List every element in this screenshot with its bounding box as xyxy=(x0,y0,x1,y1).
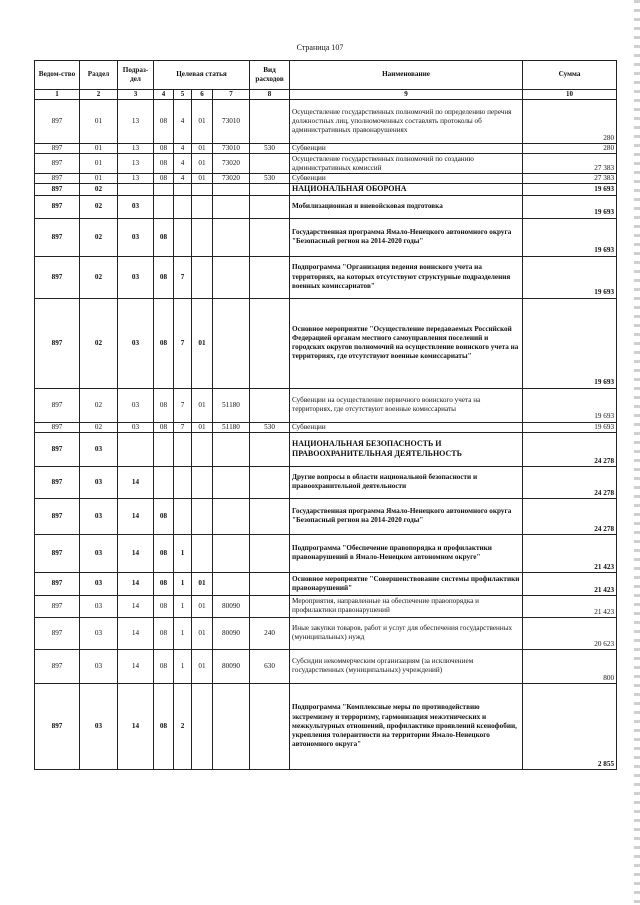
column-number: 6 xyxy=(192,90,213,100)
expense-type-cell xyxy=(250,218,290,256)
target-code-cell: 01 xyxy=(192,144,213,154)
expense-type-cell xyxy=(250,256,290,298)
amount-cell: 27 383 xyxy=(523,174,617,184)
podrazdel-cell: 14 xyxy=(118,649,154,683)
podrazdel-cell: 03 xyxy=(118,218,154,256)
vedomstvo-cell: 897 xyxy=(35,218,80,256)
podrazdel-cell xyxy=(118,184,154,195)
column-number: 5 xyxy=(174,90,192,100)
scan-edge xyxy=(634,0,640,905)
amount-cell: 24 278 xyxy=(523,466,617,498)
expense-type-cell xyxy=(250,195,290,218)
vedomstvo-cell: 897 xyxy=(35,617,80,649)
target-code-cell: 73010 xyxy=(213,144,250,154)
column-number: 2 xyxy=(80,90,118,100)
podrazdel-cell: 13 xyxy=(118,174,154,184)
table-row xyxy=(35,595,617,617)
razdel-cell: 01 xyxy=(80,100,118,144)
expense-type-cell xyxy=(250,466,290,498)
target-code-cell xyxy=(192,683,213,769)
expense-type-cell xyxy=(250,683,290,769)
table-row xyxy=(35,432,617,466)
table-row xyxy=(35,649,617,683)
target-code-cell: 7 xyxy=(174,256,192,298)
page-number: Страница 107 xyxy=(296,43,344,52)
target-code-cell xyxy=(213,572,250,595)
target-code-cell xyxy=(192,534,213,572)
razdel-cell: 02 xyxy=(80,298,118,388)
razdel-cell: 03 xyxy=(80,466,118,498)
podrazdel-cell: 14 xyxy=(118,498,154,534)
header-summa: Сумма xyxy=(523,61,617,90)
target-code-cell: 08 xyxy=(154,498,174,534)
table-row xyxy=(35,144,617,154)
amount-cell: 280 xyxy=(523,100,617,144)
expense-type-cell: 630 xyxy=(250,649,290,683)
target-code-cell xyxy=(174,195,192,218)
header-razdel: Раздел xyxy=(80,61,118,90)
table-row xyxy=(35,683,617,769)
column-number: 9 xyxy=(290,90,523,100)
target-code-cell: 1 xyxy=(174,534,192,572)
vedomstvo-cell: 897 xyxy=(35,195,80,218)
target-code-cell: 01 xyxy=(192,617,213,649)
table-row xyxy=(35,466,617,498)
vedomstvo-cell: 897 xyxy=(35,422,80,432)
razdel-cell: 03 xyxy=(80,432,118,466)
amount-cell: 2 855 xyxy=(523,683,617,769)
razdel-cell: 03 xyxy=(80,572,118,595)
budget-table xyxy=(34,60,617,770)
target-code-cell: 01 xyxy=(192,100,213,144)
target-code-cell: 51180 xyxy=(213,422,250,432)
target-code-cell xyxy=(213,683,250,769)
target-code-cell: 2 xyxy=(174,683,192,769)
target-code-cell: 08 xyxy=(154,572,174,595)
target-code-cell: 4 xyxy=(174,144,192,154)
razdel-cell: 01 xyxy=(80,174,118,184)
header-vid-rashodov: Вид расходов xyxy=(250,61,290,90)
podrazdel-cell: 14 xyxy=(118,466,154,498)
vedomstvo-cell: 897 xyxy=(35,184,80,195)
vedomstvo-cell: 897 xyxy=(35,256,80,298)
target-code-cell xyxy=(213,498,250,534)
target-code-cell xyxy=(192,432,213,466)
target-code-cell: 80090 xyxy=(213,595,250,617)
target-code-cell xyxy=(213,195,250,218)
vedomstvo-cell: 897 xyxy=(35,432,80,466)
table-row xyxy=(35,195,617,218)
vedomstvo-cell: 897 xyxy=(35,649,80,683)
target-code-cell: 1 xyxy=(174,572,192,595)
target-code-cell xyxy=(192,218,213,256)
target-code-cell xyxy=(174,218,192,256)
expense-type-cell xyxy=(250,388,290,422)
table-row xyxy=(35,154,617,174)
table-row xyxy=(35,572,617,595)
vedomstvo-cell: 897 xyxy=(35,572,80,595)
target-code-cell: 08 xyxy=(154,388,174,422)
vedomstvo-cell: 897 xyxy=(35,100,80,144)
target-code-cell: 01 xyxy=(192,298,213,388)
vedomstvo-cell: 897 xyxy=(35,534,80,572)
target-code-cell: 01 xyxy=(192,174,213,184)
amount-cell: 21 423 xyxy=(523,595,617,617)
amount-cell: 19 693 xyxy=(523,184,617,195)
vedomstvo-cell: 897 xyxy=(35,466,80,498)
expense-type-cell xyxy=(250,498,290,534)
name-cell: Субсидии некоммерческим организациям (за исключением государственных (муниципальных) учреждений) xyxy=(290,649,523,683)
target-code-cell xyxy=(192,466,213,498)
amount-cell: 19 693 xyxy=(523,298,617,388)
target-code-cell: 08 xyxy=(154,100,174,144)
amount-cell: 21 423 xyxy=(523,572,617,595)
name-cell: Другие вопросы в области национальной безопасности и правоохранительной деятельности xyxy=(290,466,523,498)
target-code-cell: 08 xyxy=(154,256,174,298)
razdel-cell: 03 xyxy=(80,617,118,649)
podrazdel-cell: 13 xyxy=(118,100,154,144)
target-code-cell: 73010 xyxy=(213,100,250,144)
table-row xyxy=(35,534,617,572)
target-code-cell xyxy=(154,195,174,218)
target-code-cell: 08 xyxy=(154,174,174,184)
target-code-cell: 08 xyxy=(154,154,174,174)
vedomstvo-cell: 897 xyxy=(35,683,80,769)
table-row xyxy=(35,298,617,388)
expense-type-cell xyxy=(250,572,290,595)
name-cell: Мероприятия, направленные на обеспечение правопорядка и профилактики правонарушений xyxy=(290,595,523,617)
target-code-cell: 1 xyxy=(174,595,192,617)
table-row xyxy=(35,498,617,534)
target-code-cell: 08 xyxy=(154,649,174,683)
target-code-cell xyxy=(192,195,213,218)
name-cell: Осуществление государственных полномочий по определению перечня должностных лиц, уполномоченных составлять протоколы об административных правонарушениях xyxy=(290,100,523,144)
target-code-cell: 80090 xyxy=(213,617,250,649)
target-code-cell: 1 xyxy=(174,649,192,683)
name-cell: Субвенции xyxy=(290,144,523,154)
amount-cell: 21 423 xyxy=(523,534,617,572)
expense-type-cell: 530 xyxy=(250,174,290,184)
header-row xyxy=(35,61,617,90)
target-code-cell xyxy=(213,298,250,388)
razdel-cell: 03 xyxy=(80,649,118,683)
header-naimenovanie: Наименование xyxy=(290,61,523,90)
header-celevaya-statya: Целевая статья xyxy=(154,61,250,90)
amount-cell: 19 693 xyxy=(523,195,617,218)
target-code-cell: 4 xyxy=(174,174,192,184)
razdel-cell: 02 xyxy=(80,256,118,298)
name-cell: Субвенции на осуществление первичного воинского учета на территориях, где отсутствуют военные комиссариаты xyxy=(290,388,523,422)
razdel-cell: 03 xyxy=(80,683,118,769)
target-code-cell xyxy=(213,466,250,498)
razdel-cell: 01 xyxy=(80,154,118,174)
podrazdel-cell: 14 xyxy=(118,617,154,649)
expense-type-cell: 240 xyxy=(250,617,290,649)
target-code-cell xyxy=(213,184,250,195)
target-code-cell: 4 xyxy=(174,100,192,144)
target-code-cell: 1 xyxy=(174,617,192,649)
vedomstvo-cell: 897 xyxy=(35,174,80,184)
name-cell: Основное мероприятие "Совершенствование системы профилактики правонарушений" xyxy=(290,572,523,595)
target-code-cell: 08 xyxy=(154,298,174,388)
table-row xyxy=(35,256,617,298)
target-code-cell: 01 xyxy=(192,154,213,174)
vedomstvo-cell: 897 xyxy=(35,388,80,422)
podrazdel-cell: 03 xyxy=(118,195,154,218)
name-cell: НАЦИОНАЛЬНАЯ ОБОРОНА xyxy=(290,184,523,195)
target-code-cell xyxy=(213,534,250,572)
vedomstvo-cell: 897 xyxy=(35,154,80,174)
target-code-cell: 7 xyxy=(174,388,192,422)
target-code-cell: 08 xyxy=(154,683,174,769)
name-cell: НАЦИОНАЛЬНАЯ БЕЗОПАСНОСТЬ И ПРАВООХРАНИТЕЛЬНАЯ ДЕЯТЕЛЬНОСТЬ xyxy=(290,432,523,466)
amount-cell: 27 383 xyxy=(523,154,617,174)
podrazdel-cell: 14 xyxy=(118,534,154,572)
column-number-row xyxy=(35,90,617,100)
amount-cell: 800 xyxy=(523,649,617,683)
target-code-cell: 08 xyxy=(154,144,174,154)
podrazdel-cell: 13 xyxy=(118,154,154,174)
target-code-cell: 73020 xyxy=(213,174,250,184)
podrazdel-cell: 13 xyxy=(118,144,154,154)
razdel-cell: 02 xyxy=(80,388,118,422)
expense-type-cell xyxy=(250,534,290,572)
target-code-cell: 08 xyxy=(154,617,174,649)
table-row xyxy=(35,100,617,144)
header-vedomstvo: Ведом-ство xyxy=(35,61,80,90)
vedomstvo-cell: 897 xyxy=(35,498,80,534)
target-code-cell: 08 xyxy=(154,595,174,617)
podrazdel-cell: 14 xyxy=(118,683,154,769)
amount-cell: 19 693 xyxy=(523,388,617,422)
podrazdel-cell: 03 xyxy=(118,422,154,432)
column-number: 3 xyxy=(118,90,154,100)
razdel-cell: 02 xyxy=(80,218,118,256)
vedomstvo-cell: 897 xyxy=(35,298,80,388)
amount-cell: 19 693 xyxy=(523,256,617,298)
name-cell: Мобилизационная и вневойсковая подготовка xyxy=(290,195,523,218)
target-code-cell xyxy=(154,184,174,195)
amount-cell: 19 693 xyxy=(523,218,617,256)
name-cell: Субвенции xyxy=(290,422,523,432)
table-row xyxy=(35,388,617,422)
razdel-cell: 02 xyxy=(80,195,118,218)
name-cell: Подпрограмма "Организация ведения воинского учета на территориях, на которых отсутствуют структурные подразделения военных комиссариатов" xyxy=(290,256,523,298)
razdel-cell: 02 xyxy=(80,422,118,432)
amount-cell: 19 693 xyxy=(523,422,617,432)
expense-type-cell xyxy=(250,595,290,617)
vedomstvo-cell: 897 xyxy=(35,144,80,154)
podrazdel-cell: 03 xyxy=(118,256,154,298)
target-code-cell xyxy=(154,466,174,498)
name-cell: Основное мероприятие "Осуществление передаваемых Российской Федерацией органам местного самоуправления поселений и городских округов полномочий на осуществление воинского учета на территориях, где отсутствуют военные комиссариаты" xyxy=(290,298,523,388)
target-code-cell xyxy=(174,498,192,534)
name-cell: Государственная программа Ямало-Ненецкого автономного округа "Безопасный регион на 2014-2020 годы" xyxy=(290,498,523,534)
podrazdel-cell xyxy=(118,432,154,466)
vedomstvo-cell: 897 xyxy=(35,595,80,617)
target-code-cell xyxy=(192,184,213,195)
amount-cell: 280 xyxy=(523,144,617,154)
target-code-cell xyxy=(174,466,192,498)
razdel-cell: 03 xyxy=(80,498,118,534)
amount-cell: 20 623 xyxy=(523,617,617,649)
razdel-cell: 01 xyxy=(80,144,118,154)
target-code-cell: 51180 xyxy=(213,388,250,422)
name-cell: Государственная программа Ямало-Ненецкого автономного округа "Безопасный регион на 2014-2020 годы" xyxy=(290,218,523,256)
name-cell: Иные закупки товаров, работ и услуг для обеспечения государственных (муниципальных) нужд xyxy=(290,617,523,649)
table-row xyxy=(35,617,617,649)
razdel-cell: 03 xyxy=(80,534,118,572)
table-row xyxy=(35,174,617,184)
target-code-cell xyxy=(213,218,250,256)
amount-cell: 24 278 xyxy=(523,432,617,466)
podrazdel-cell: 14 xyxy=(118,572,154,595)
razdel-cell: 02 xyxy=(80,184,118,195)
header-podrazdel: Подраз-дел xyxy=(118,61,154,90)
target-code-cell: 08 xyxy=(154,218,174,256)
target-code-cell: 4 xyxy=(174,154,192,174)
target-code-cell: 73020 xyxy=(213,154,250,174)
target-code-cell: 80090 xyxy=(213,649,250,683)
target-code-cell xyxy=(213,432,250,466)
column-number: 4 xyxy=(154,90,174,100)
podrazdel-cell: 03 xyxy=(118,298,154,388)
expense-type-cell xyxy=(250,298,290,388)
target-code-cell: 01 xyxy=(192,422,213,432)
target-code-cell xyxy=(174,432,192,466)
target-code-cell: 08 xyxy=(154,534,174,572)
target-code-cell xyxy=(213,256,250,298)
table-row xyxy=(35,184,617,195)
column-number: 10 xyxy=(523,90,617,100)
table-row xyxy=(35,422,617,432)
target-code-cell: 08 xyxy=(154,422,174,432)
target-code-cell xyxy=(154,432,174,466)
name-cell: Подпрограмма "Обеспечение правопорядка и профилактики правонарушений в Ямало-Ненецком автономном округе" xyxy=(290,534,523,572)
target-code-cell: 01 xyxy=(192,649,213,683)
expense-type-cell xyxy=(250,154,290,174)
column-number: 8 xyxy=(250,90,290,100)
razdel-cell: 03 xyxy=(80,595,118,617)
target-code-cell: 01 xyxy=(192,595,213,617)
amount-cell: 24 278 xyxy=(523,498,617,534)
target-code-cell: 7 xyxy=(174,298,192,388)
target-code-cell: 01 xyxy=(192,388,213,422)
target-code-cell: 01 xyxy=(192,572,213,595)
target-code-cell xyxy=(192,256,213,298)
name-cell: Субвенции xyxy=(290,174,523,184)
column-number: 1 xyxy=(35,90,80,100)
podrazdel-cell: 03 xyxy=(118,388,154,422)
target-code-cell: 7 xyxy=(174,422,192,432)
expense-type-cell: 530 xyxy=(250,144,290,154)
name-cell: Осуществление государственных полномочий по созданию административных комиссий xyxy=(290,154,523,174)
expense-type-cell xyxy=(250,184,290,195)
expense-type-cell: 530 xyxy=(250,422,290,432)
table-row xyxy=(35,218,617,256)
column-number: 7 xyxy=(213,90,250,100)
podrazdel-cell: 14 xyxy=(118,595,154,617)
expense-type-cell xyxy=(250,432,290,466)
target-code-cell xyxy=(174,184,192,195)
target-code-cell xyxy=(192,498,213,534)
name-cell: Подпрограмма "Комплексные меры по противодействию экстремизму и терроризму, гармонизация межэтнических и межкультурных отношений, профилактике проявлений ксенофобии, укрепления толерантности на территории Ямало-Ненецкого автономного округа" xyxy=(290,683,523,769)
expense-type-cell xyxy=(250,100,290,144)
